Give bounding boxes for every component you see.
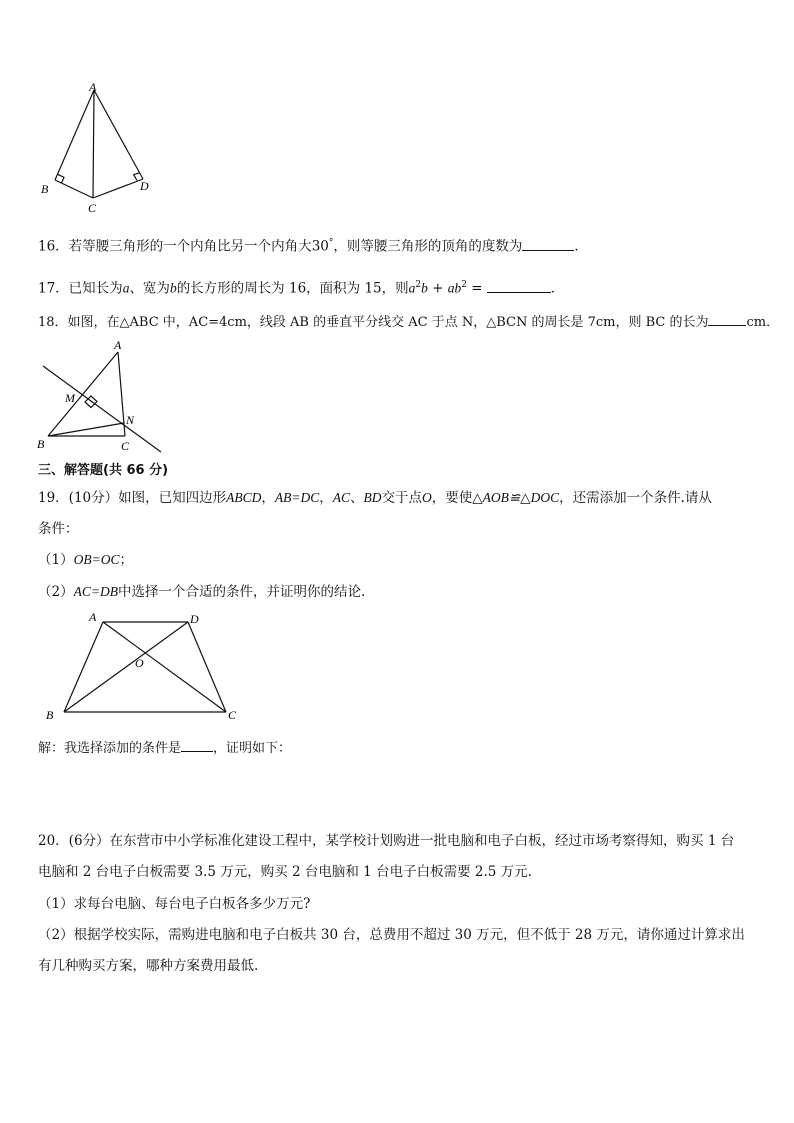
question-20-line2: 电脑和 2 台电子白板需要 3.5 万元，购买 2 台电脑和 1 台电子白板需要 2.5 万元. [38, 864, 532, 880]
fig18-label-b: B [37, 437, 45, 451]
fig19-label-a: A [89, 610, 97, 624]
q16-end: ． [574, 238, 588, 255]
q19-opt1-suffix: ； [119, 552, 133, 568]
question-19-option2 [38, 583, 365, 601]
question-20-sub2-line1: （2）根据学校实际，需购进电脑和电子白板共 30 台，总费用不超过 30 万元，但不低于 28 万元，请你通过计算求出 [38, 927, 745, 943]
fig19-label-o: O [135, 656, 144, 670]
q19-comma2: ， [319, 490, 333, 506]
q17-text3: 的长方形的周长为 16，面积为 15，则 [176, 280, 409, 297]
question-20-sub1: （1）求每台电脑、每台电子白板各多少万元? [38, 896, 311, 912]
q17-end: ． [550, 280, 565, 297]
q17-expr-ab: ab [447, 280, 462, 296]
figure-kite-abcd [30, 78, 170, 218]
fig18-label-n: N [126, 413, 135, 427]
q17-expr-exp1: 2 [415, 280, 422, 290]
fig19-label-d: D [190, 612, 199, 626]
q16-text: 16．若等腰三角形的一个内角比另一个内角大 [38, 238, 312, 255]
q19-opt2: AC=DB [73, 584, 118, 599]
q17-answer-blank[interactable] [487, 279, 551, 293]
fig-top-label-a: A [89, 80, 97, 94]
fig-top-label-b: B [41, 182, 49, 196]
q17-text1: 17．已知长为 [38, 280, 123, 297]
question-19-option1 [38, 551, 133, 569]
answer19-suffix: ，证明如下： [213, 741, 292, 756]
q19-bd: BD [363, 490, 382, 505]
q17-var-b: b [169, 280, 177, 296]
section-heading: 三、解答题(共 66 分) [38, 463, 169, 478]
q19-congruent: △AOB≌△DOC [472, 490, 560, 505]
q19-opt1-prefix: （1） [38, 552, 74, 568]
q19-mid: 交于点 [381, 490, 422, 506]
q19-ac: AC [332, 490, 350, 505]
question-19-line2: 条件： [38, 521, 79, 537]
q17-expr-b: b [421, 280, 428, 296]
question-18 [38, 312, 779, 332]
fig-top-label-c: C [88, 201, 97, 215]
q18-answer-blank[interactable] [708, 312, 746, 326]
q18-unit: cm． [746, 315, 780, 330]
figure-trapezoid-abcd [36, 606, 256, 726]
fig19-label-c: C [228, 708, 237, 722]
q19-comma1: ， [261, 490, 275, 506]
fig18-label-m: M [65, 391, 75, 405]
answer19-prefix: 解：我选择添加的条件是 [38, 741, 182, 756]
q19-o: O [422, 490, 432, 505]
fig-top-label-d: D [140, 179, 149, 193]
fig19-label-b: B [46, 708, 54, 722]
q18-text: 18．如图，在△ABC 中，AC=4cm，线段 AB 的垂直平分线交 AC 于点 N，△BCN 的周长是 7cm，则 BC 的长为 [38, 315, 709, 330]
q17-text2: 、宽为 [129, 280, 170, 297]
question-20-line1: 20．(6分）在东营市中小学标准化建设工程中，某学校计划购进一批电脑和电子白板，经过市场考察得知，购买 1 台 [38, 833, 735, 849]
answer19-blank[interactable] [181, 738, 213, 752]
q17-expr-eq: = [467, 280, 487, 297]
q19-opt1: OB=OC [73, 552, 120, 567]
q16-text-after: ，则等腰三角形的顶角的度数为 [333, 238, 523, 255]
q17-var-a: a [122, 280, 130, 296]
q19-opt2-prefix: （2） [38, 584, 74, 600]
q17-expr-exp2: 2 [461, 280, 468, 290]
q19-opt2-suffix: 中选择一个合适的条件，并证明你的结论. [117, 584, 366, 600]
q16-degree: ° [328, 238, 334, 248]
question-17 [38, 276, 564, 298]
q19-mid2: ，要使 [431, 490, 473, 506]
fig18-label-a: A [114, 338, 122, 352]
q17-expr-a: a [408, 280, 416, 296]
answer-19 [38, 738, 291, 758]
q19-prefix: 19．(10分）如图，已知四边形 [38, 490, 227, 506]
question-20-sub2-line2: 有几种购买方案，哪种方案费用最低. [38, 958, 259, 974]
question-16 [38, 234, 588, 256]
q19-suffix: ，还需添加一个条件.请从 [559, 490, 712, 506]
q19-sep: 、 [350, 490, 364, 506]
q17-expr-plus: + [427, 280, 448, 297]
question-19-line1 [38, 489, 712, 507]
q16-answer-blank[interactable] [522, 237, 574, 251]
q19-abcd: ABCD [226, 490, 262, 505]
figure-triangle-abc-bisector [30, 336, 170, 456]
q16-angle: 30 [311, 238, 329, 255]
fig18-label-c: C [121, 439, 130, 453]
q19-ab-dc: AB=DC [274, 490, 320, 505]
